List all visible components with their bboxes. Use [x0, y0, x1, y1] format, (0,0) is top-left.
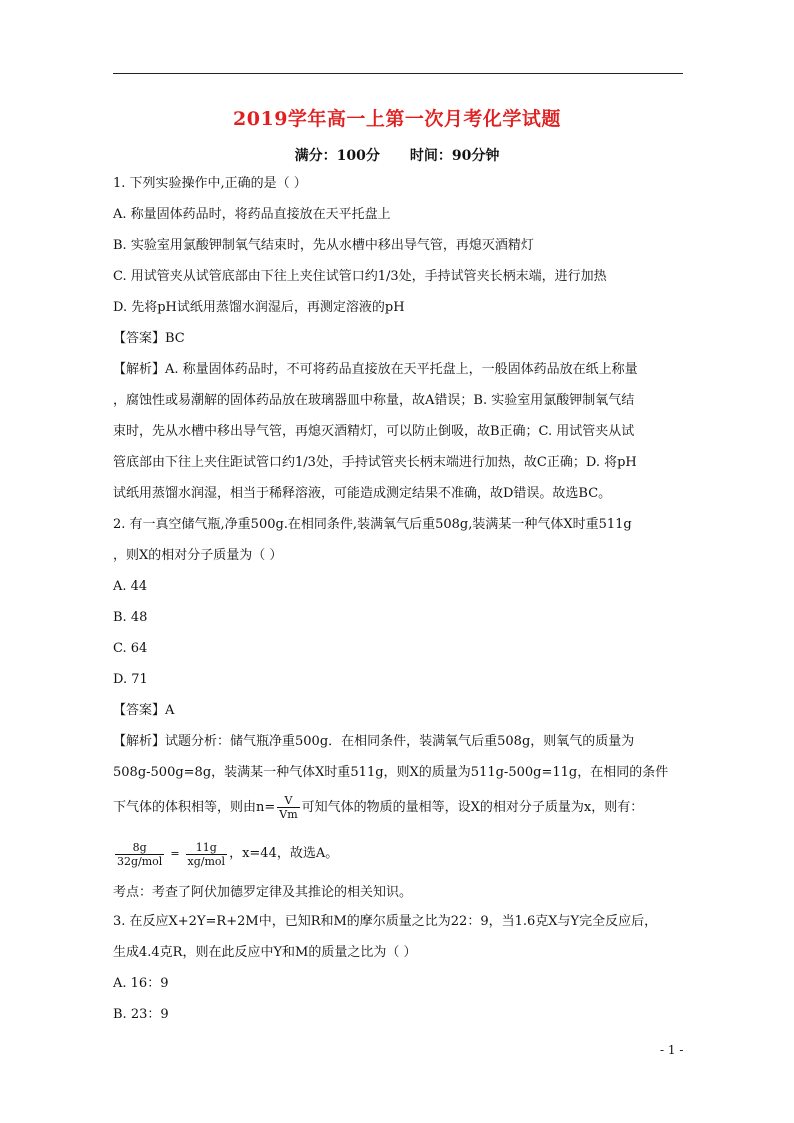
fraction-right-numerator: 11g	[195, 840, 217, 854]
q2-option-b: B. 48	[113, 610, 148, 625]
q1-analysis-line: 束时，先从水槽中移出导气管，再熄灭酒精灯，可以防止倒吸，故B正确；C. 用试管夹从试	[113, 424, 635, 439]
exam-info	[0, 145, 794, 165]
q1-option-a: A. 称量固体药品时，将药品直接放在天平托盘上	[113, 207, 391, 222]
q2-analysis-line	[113, 788, 685, 828]
fraction-left-denominator: 32g/mol	[117, 854, 163, 868]
formula-n-numerator: V	[284, 794, 293, 807]
q1-analysis-line: 管底部由下往上夹住距试管口约1/3处，手持试管夹长柄末端进行加热，故C正确；D. 将pH	[113, 455, 637, 470]
equals-sign: =	[170, 847, 180, 860]
exam-content	[113, 168, 685, 1030]
score-info: 满分：100分	[294, 148, 380, 164]
q1-option-d: D. 先将pH试纸用蒸馏水润湿后，再测定溶液的pH	[113, 300, 405, 315]
q2-equation	[113, 828, 685, 880]
time-info: 时间：90分钟	[409, 148, 500, 164]
q3-option-a: A. 16：9	[113, 976, 169, 991]
formula-n-denominator: Vm	[279, 808, 298, 821]
page-title: 2019学年高一上第一次月考化学试题	[233, 108, 561, 130]
q3-option-b: B. 23：9	[113, 1007, 169, 1022]
formula-n	[277, 794, 299, 821]
q2-stem-cont: ，则X的相对分子质量为（ ）	[113, 548, 283, 563]
page-number: - 1 -	[660, 1043, 684, 1057]
q2-stem: 2. 有一真空储气瓶,净重500g.在相同条件,装满氧气后重508g,装满某一种气体X时重511g	[113, 517, 632, 532]
fraction-right-denominator: xg/mol	[187, 854, 226, 868]
fraction-left	[115, 841, 164, 868]
q2-option-d: D. 71	[113, 672, 148, 687]
q3-stem-cont: 生成4.4克R，则在此反应中Y和M的质量之比为（ ）	[113, 945, 417, 960]
fraction-right	[186, 841, 228, 868]
equation-result: ，x=44，故选A。	[229, 846, 339, 861]
q2-analysis-pre: 下气体的体积相等，则由n=	[113, 800, 276, 815]
header-rule	[113, 73, 683, 74]
q1-stem: 1. 下列实验操作中,正确的是（ ）	[113, 176, 307, 191]
q2-analysis-line: 508g-500g=8g，装满某一种气体X时重511g，则X的质量为511g-500g=11g，在相同的条件	[113, 765, 669, 780]
q2-option-c: C. 64	[113, 641, 148, 656]
q1-analysis-line: ，腐蚀性或易潮解的固体药品放在玻璃器皿中称量，故A错误；B. 实验室用氯酸钾制氧气结	[113, 393, 635, 408]
q1-answer: 【答案】BC	[113, 331, 185, 346]
q2-option-a: A. 44	[113, 579, 148, 594]
q1-option-b: B. 实验室用氯酸钾制氧气结束时，先从水槽中移出导气管，再熄灭酒精灯	[113, 238, 534, 253]
q1-analysis-line: 试纸用蒸馏水润湿，相当于稀释溶液，可能造成测定结果不准确，故D错误。故选BC。	[113, 486, 612, 501]
q1-option-c: C. 用试管夹从试管底部由下往上夹住试管口约1/3处，手持试管夹长柄末端，进行加热	[113, 269, 607, 284]
q2-analysis-line: 【解析】试题分析：储气瓶净重500g．在相同条件，装满氧气后重508g，则氧气的质量为	[113, 734, 635, 749]
q2-analysis-post: 可知气体的物质的量相等，设X的相对分子质量为x，则有：	[301, 800, 644, 815]
q1-analysis-line: 【解析】A. 称量固体药品时，不可将药品直接放在天平托盘上，一般固体药品放在纸上称量	[113, 362, 638, 377]
q3-stem: 3. 在反应X+2Y=R+2M中，已知R和M的摩尔质量之比为22：9，当1.6克X与Y完全反应后，	[113, 914, 658, 929]
q2-kaodian: 考点：考查了阿伏加德罗定律及其推论的相关知识。	[113, 885, 413, 900]
fraction-left-numerator: 8g	[132, 840, 147, 854]
q2-answer: 【答案】A	[113, 703, 175, 718]
